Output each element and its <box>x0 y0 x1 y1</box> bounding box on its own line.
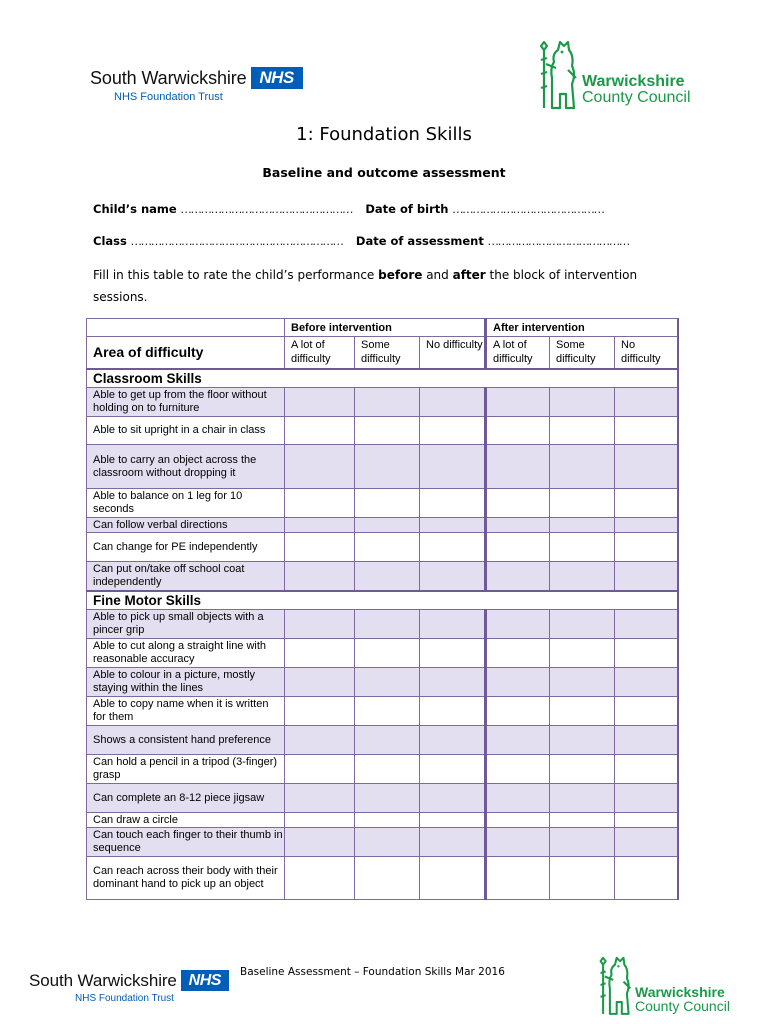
before-rating-cell[interactable] <box>285 784 355 813</box>
nhs-sub-name: NHS Foundation Trust <box>114 91 223 103</box>
before-rating-cell[interactable] <box>285 445 355 489</box>
table-row <box>87 697 678 726</box>
after-rating-cell[interactable] <box>486 639 550 668</box>
after-rating-cell[interactable] <box>486 755 550 784</box>
before-rating-cell[interactable] <box>285 562 355 591</box>
skill-description: Can follow verbal directions <box>87 518 285 533</box>
after-rating-cell[interactable] <box>486 533 550 562</box>
after-rating-cell[interactable] <box>550 755 615 784</box>
before-rating-cell[interactable] <box>285 668 355 697</box>
table-row <box>87 755 678 784</box>
table-row <box>87 388 678 417</box>
skill-description: Shows a consistent hand preference <box>87 726 285 755</box>
after-rating-cell[interactable] <box>550 610 615 639</box>
after-rating-cell[interactable] <box>550 489 615 518</box>
skill-description: Able to get up from the floor without holding on to furniture <box>87 388 285 417</box>
childs-name-blank[interactable]: …………………………………………… <box>180 202 353 216</box>
after-rating-cell[interactable] <box>486 828 550 857</box>
before-rating-cell[interactable] <box>355 562 420 591</box>
before-rating-cell[interactable] <box>285 755 355 784</box>
before-rating-cell[interactable] <box>355 697 420 726</box>
before-rating-cell[interactable] <box>355 784 420 813</box>
table-row <box>87 445 678 489</box>
before-rating-cell[interactable] <box>285 489 355 518</box>
before-rating-cell[interactable] <box>420 518 486 533</box>
before-rating-cell[interactable] <box>420 755 486 784</box>
before-rating-cell[interactable] <box>355 518 420 533</box>
table-row <box>87 533 678 562</box>
skill-description: Able to copy name when it is written for them <box>87 697 285 726</box>
skill-description: Able to sit upright in a chair in class <box>87 417 285 445</box>
table-row <box>87 417 678 445</box>
after-rating-cell[interactable] <box>615 857 678 900</box>
table-row <box>87 610 678 639</box>
before-rating-cell[interactable] <box>355 639 420 668</box>
before-rating-cell[interactable] <box>355 445 420 489</box>
nhs-sub-name-footer: NHS Foundation Trust <box>75 993 174 1004</box>
skill-description: Can put on/take off school coat independently <box>87 562 285 591</box>
after-rating-cell[interactable] <box>550 639 615 668</box>
skill-description: Can reach across their body with their dominant hand to pick up an object <box>87 857 285 900</box>
before-rating-cell[interactable] <box>285 610 355 639</box>
after-rating-cell[interactable] <box>615 533 678 562</box>
before-rating-cell[interactable] <box>355 668 420 697</box>
before-col-header-0: A lot of difficulty <box>285 337 355 369</box>
section-heading: Fine Motor Skills <box>87 591 678 610</box>
before-rating-cell[interactable] <box>285 518 355 533</box>
before-rating-cell[interactable] <box>420 417 486 445</box>
after-rating-cell[interactable] <box>486 726 550 755</box>
field-row-name-dob <box>93 202 604 216</box>
instructions-text-1: Fill in this table to rate the child’s performance <box>93 268 379 282</box>
after-rating-cell[interactable] <box>615 784 678 813</box>
date-of-birth-blank[interactable]: ……………………………………… <box>452 202 604 216</box>
field-row-class-doa <box>93 234 629 248</box>
header-blank <box>87 319 285 337</box>
section-heading: Classroom Skills <box>87 369 678 388</box>
before-col-header-2: No difficulty <box>420 337 486 369</box>
skill-description: Able to pick up small objects with a pincer grip <box>87 610 285 639</box>
nhs-logo-footer <box>29 970 229 1004</box>
nhs-org-name: South Warwickshire <box>90 67 247 88</box>
date-of-assessment-blank[interactable]: …………………………………… <box>487 234 629 248</box>
before-rating-cell[interactable] <box>285 417 355 445</box>
before-rating-cell[interactable] <box>420 828 486 857</box>
after-rating-cell[interactable] <box>615 445 678 489</box>
instructions-after: after <box>452 268 486 282</box>
instructions-text-2: and <box>422 268 453 282</box>
before-rating-cell[interactable] <box>420 533 486 562</box>
after-col-header-1: Some difficulty <box>550 337 615 369</box>
after-rating-cell[interactable] <box>550 388 615 417</box>
page-title: 1: Foundation Skills <box>296 124 472 145</box>
wcc-name-line2: County Council <box>582 89 691 106</box>
after-rating-cell[interactable] <box>550 828 615 857</box>
after-rating-cell[interactable] <box>550 533 615 562</box>
after-rating-cell[interactable] <box>486 857 550 900</box>
before-rating-cell[interactable] <box>355 828 420 857</box>
skill-description: Can change for PE independently <box>87 533 285 562</box>
before-rating-cell[interactable] <box>420 639 486 668</box>
skill-description: Can draw a circle <box>87 813 285 828</box>
nhs-org-name-footer: South Warwickshire <box>29 970 177 990</box>
skill-description: Can hold a pencil in a tripod (3-finger) grasp <box>87 755 285 784</box>
after-rating-cell[interactable] <box>550 417 615 445</box>
after-rating-cell[interactable] <box>550 813 615 828</box>
before-rating-cell[interactable] <box>355 813 420 828</box>
after-rating-cell[interactable] <box>615 697 678 726</box>
after-intervention-header: After intervention <box>486 319 678 337</box>
table-row <box>87 813 678 828</box>
before-rating-cell[interactable] <box>285 388 355 417</box>
before-rating-cell[interactable] <box>355 857 420 900</box>
after-rating-cell[interactable] <box>615 489 678 518</box>
table-row <box>87 784 678 813</box>
before-rating-cell[interactable] <box>285 726 355 755</box>
skill-description: Able to colour in a picture, mostly staying within the lines <box>87 668 285 697</box>
after-rating-cell[interactable] <box>615 726 678 755</box>
table-row <box>87 857 678 900</box>
nhs-badge-footer: NHS <box>181 970 229 991</box>
table-header-column-row <box>87 337 678 369</box>
before-rating-cell[interactable] <box>420 857 486 900</box>
before-rating-cell[interactable] <box>355 417 420 445</box>
after-rating-cell[interactable] <box>615 828 678 857</box>
before-col-header-1: Some difficulty <box>355 337 420 369</box>
nhs-badge: NHS <box>251 67 303 89</box>
after-rating-cell[interactable] <box>486 668 550 697</box>
table-row <box>87 668 678 697</box>
table-header-group-row <box>87 319 678 337</box>
before-rating-cell[interactable] <box>355 533 420 562</box>
assessment-table <box>86 318 679 900</box>
after-rating-cell[interactable] <box>550 445 615 489</box>
before-rating-cell[interactable] <box>420 668 486 697</box>
date-of-assessment-label: Date of assessment <box>355 234 484 248</box>
date-of-birth-label: Date of birth <box>365 202 449 216</box>
childs-name-label: Child’s name <box>93 202 177 216</box>
skill-description: Can touch each finger to their thumb in sequence <box>87 828 285 857</box>
before-rating-cell[interactable] <box>355 388 420 417</box>
before-rating-cell[interactable] <box>420 610 486 639</box>
after-rating-cell[interactable] <box>486 489 550 518</box>
bear-and-staff-icon <box>538 38 578 110</box>
wcc-logo-footer <box>598 954 730 1016</box>
instructions-text-3: the block of intervention sessions. <box>93 268 638 304</box>
after-rating-cell[interactable] <box>550 726 615 755</box>
table-row <box>87 726 678 755</box>
footer-text: Baseline Assessment – Foundation Skills Mar 2016 <box>240 966 505 978</box>
after-rating-cell[interactable] <box>550 668 615 697</box>
before-rating-cell[interactable] <box>285 639 355 668</box>
after-rating-cell[interactable] <box>550 518 615 533</box>
skill-description: Able to cut along a straight line with reasonable accuracy <box>87 639 285 668</box>
table-row <box>87 518 678 533</box>
after-rating-cell[interactable] <box>615 639 678 668</box>
after-rating-cell[interactable] <box>486 697 550 726</box>
after-rating-cell[interactable] <box>486 610 550 639</box>
skill-description: Able to balance on 1 leg for 10 seconds <box>87 489 285 518</box>
skill-description: Can complete an 8-12 piece jigsaw <box>87 784 285 813</box>
before-rating-cell[interactable] <box>420 489 486 518</box>
wcc-name-line1: Warwickshire <box>582 73 685 90</box>
page-subtitle: Baseline and outcome assessment <box>262 165 506 180</box>
after-rating-cell[interactable] <box>615 388 678 417</box>
before-rating-cell[interactable] <box>355 489 420 518</box>
before-rating-cell[interactable] <box>420 784 486 813</box>
before-rating-cell[interactable] <box>285 857 355 900</box>
before-rating-cell[interactable] <box>285 828 355 857</box>
after-rating-cell[interactable] <box>615 562 678 591</box>
instructions-before: before <box>378 268 423 282</box>
after-col-header-0: A lot of difficulty <box>486 337 550 369</box>
before-rating-cell[interactable] <box>420 697 486 726</box>
after-rating-cell[interactable] <box>550 697 615 726</box>
after-col-header-2: No difficulty <box>615 337 678 369</box>
after-rating-cell[interactable] <box>615 755 678 784</box>
table-row <box>87 828 678 857</box>
area-of-difficulty-header: Area of difficulty <box>87 337 285 369</box>
before-rating-cell[interactable] <box>420 388 486 417</box>
nhs-logo-header <box>90 67 303 103</box>
after-rating-cell[interactable] <box>615 668 678 697</box>
after-rating-cell[interactable] <box>550 784 615 813</box>
table-row <box>87 562 678 591</box>
after-rating-cell[interactable] <box>550 857 615 900</box>
wcc-name-line1-footer: Warwickshire <box>635 984 725 1000</box>
after-rating-cell[interactable] <box>486 562 550 591</box>
before-rating-cell[interactable] <box>355 610 420 639</box>
before-intervention-header: Before intervention <box>285 319 486 337</box>
bear-and-staff-icon <box>598 954 632 1016</box>
wcc-logo-header <box>538 38 691 110</box>
section-row <box>87 591 678 610</box>
after-rating-cell[interactable] <box>486 417 550 445</box>
before-rating-cell[interactable] <box>420 726 486 755</box>
after-rating-cell[interactable] <box>486 813 550 828</box>
class-label: Class <box>93 234 127 248</box>
skill-description: Able to carry an object across the classroom without dropping it <box>87 445 285 489</box>
before-rating-cell[interactable] <box>355 755 420 784</box>
instructions <box>93 264 673 308</box>
before-rating-cell[interactable] <box>420 445 486 489</box>
after-rating-cell[interactable] <box>615 518 678 533</box>
before-rating-cell[interactable] <box>420 562 486 591</box>
section-row <box>87 369 678 388</box>
after-rating-cell[interactable] <box>615 417 678 445</box>
after-rating-cell[interactable] <box>486 784 550 813</box>
table-row <box>87 639 678 668</box>
before-rating-cell[interactable] <box>285 813 355 828</box>
before-rating-cell[interactable] <box>355 726 420 755</box>
after-rating-cell[interactable] <box>486 518 550 533</box>
after-rating-cell[interactable] <box>615 813 678 828</box>
before-rating-cell[interactable] <box>420 813 486 828</box>
before-rating-cell[interactable] <box>285 697 355 726</box>
wcc-name-line2-footer: County Council <box>635 998 730 1014</box>
before-rating-cell[interactable] <box>285 533 355 562</box>
class-blank[interactable]: ……………………………………………………… <box>130 234 343 248</box>
after-rating-cell[interactable] <box>615 610 678 639</box>
after-rating-cell[interactable] <box>550 562 615 591</box>
table-row <box>87 489 678 518</box>
after-rating-cell[interactable] <box>486 388 550 417</box>
after-rating-cell[interactable] <box>486 445 550 489</box>
